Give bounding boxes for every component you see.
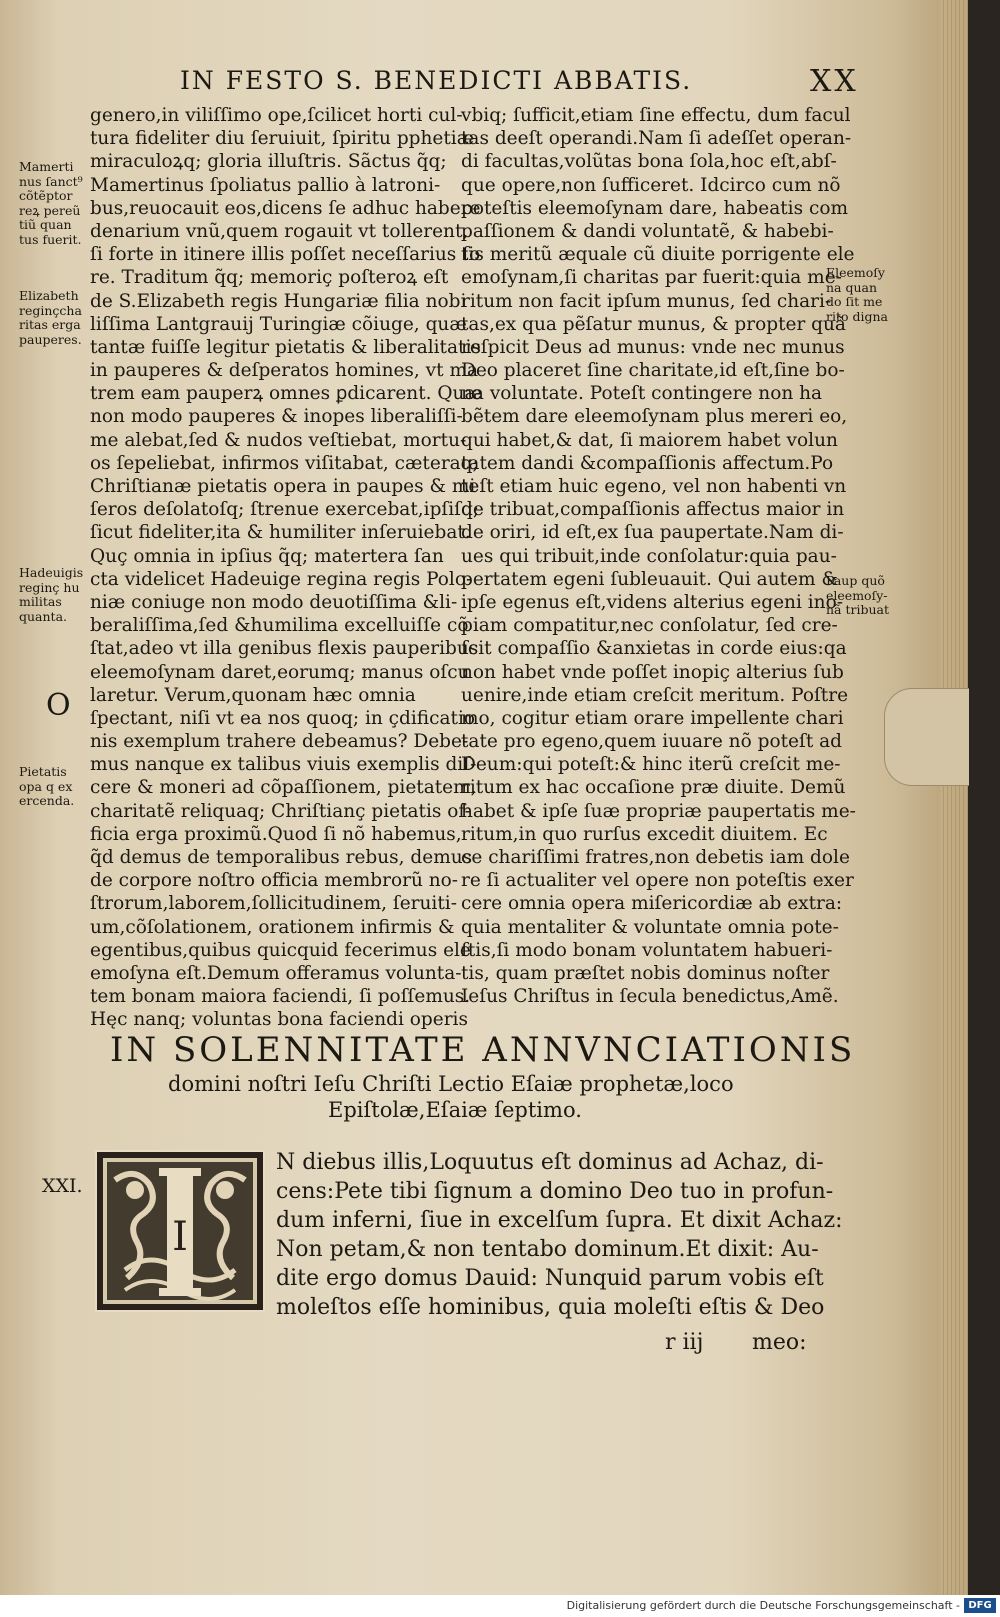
left-text-column: genero,in viliſſimo ope,ſcilicet horti cul- tura fideliter diu ſeruiuit, ſpiritu pphetiæ miraculoꝝq; gloria illuſtris. Sãctus q̃q; Mamertinus ſpoliatus pallio à latroni- bus,reuocauit eos,dicens ſe adhuc habere denarium vnũ,quem rogauit vt tollerent, ſi forte in itinere illis poſſet neceſſarius ſo re. Traditum q̃q; memoriç poſteroꝝ eſt de S.Elizabeth regis Hungariæ filia nobi liſſima Lantgrauij Turingiæ cõiuge, quæ tantæ fuiſſe legitur pietatis & liberalitatis in pauperes & deſperatos homines, vt ma trem eam pauperꝝ omnes ꝑdicarent. Quæ non modo pauperes & inopes liberaliſſi- me alebat,ſed & nudos veſtiebat, mortu- os ſepeliebat, infirmos viſitabat, cæteraq; Chriſtianæ pietatis opera in paupes & mi ſeros deſolatoſq; ſtrenue exercebat,ipſiſq; ſicut fideliter,ita & humiliter inſeruiebat. Quç omnia in ipſius q̃q; matertera ſan cta videlicet Hadeuige regina regis Polo- niæ coniuge non modo deuotiſſima &li- beraliſſima,ſed &humilima excelluiſſe cõ ſtat,adeo vt illa genibus flexis pauperibus eleemoſynam daret,eorumq; manus oſcu laretur. Verum,quonam hæc omnia ſpectant, niſi vt ea nos quoq; in çdificatio nis exemplum trahere debeamus? Debe- mus nanque ex talibus viuis exemplis diſ- cere & moneri ad cõpaſſionem, pietatem, charitatẽ reliquaq; Chriſtianç pietatis of- ficia erga proximũ.Quod ſi nõ habemus, q̃d demus de temporalibus rebus, demus de corpore noſtro officia membrorũ no- ſtrorum,laborem,ſollicitudinem, ſeruiti- um,cõſolationem, orationem infirmis & egentibus,quibus quicquid fecerimus ele emoſyna eſt.Demum offeramus volunta- tem bonam maiora faciendi, ſi poſſemus. Hęc nanq; voluntas bona faciendi operis <box>90 105 482 1031</box>
page-tab-clip <box>884 688 969 786</box>
marginal-note-pauper: Paup quõ eleemoſy- nã tribuat <box>826 573 890 617</box>
marginal-note-hadeuigis: Hadeuigis reginç hu militas quanta. <box>19 565 84 624</box>
page-edge <box>940 0 968 1595</box>
section-number: XXI. <box>42 1175 83 1197</box>
marginal-note-elizabeth: Elizabeth reginçcha ritas erga pauperes. <box>19 288 82 347</box>
marginal-note-pietatis: Pietatis opa q ex ercenda. <box>19 764 75 808</box>
decorated-initial <box>95 1150 265 1312</box>
heading-line-2: domini noſtri Ieſu Chriſti Lectio Eſaiæ prophetæ,loco <box>168 1072 734 1096</box>
marginal-note-mamertinus: Mamerti nus ſanct⁹ cõtẽptor reꝝ pereũ tiũ quan tus fuerit. <box>19 159 83 247</box>
right-text-column: vbiq; ſufficit,etiam ſine effectu, dum facul tas deeſt operandi.Nam ſi adeſſet operan- di facultas,volũtas bona ſola,hoc eſt,abſ- que opere,non ſufficeret. Idcirco cum nõ poteſtis eleemoſynam dare, habeatis com paſſionem & dandi voluntatẽ, & habebi- tis meritũ æquale cũ diuite porrigente ele emoſynam,ſi charitas par fuerit:quia me- ritum non facit ipſum munus, ſed chari- tas,ex qua pẽſatur munus, & propter quã reſpicit Deus ad munus: vnde nec munus Deo placeret ſine charitate,id eſt,ſine bo- na voluntate. Poteſt contingere non ha bẽtem dare eleemoſynam plus mereri eo, qui habet,& dat, ſi maiorem habet volun tatem dandi &compaſſionis affectum.Po teſt etiam huic egeno, vel non habenti vn de tribuat,compaſſionis affectus maior in de oriri, id eſt,ex ſua paupertate.Nam di- ues qui tribuit,inde conſolatur:quia pau- pertatem egeni ſubleuauit. Qui autem & ipſe egenus eſt,videns alterius egeni ino- piam compatitur,nec conſolatur, ſed cre- ſcit compaſſio &anxietas in corde eius:qa non habet vnde poſſet inopiç alterius ſub uenire,inde etiam creſcit meritum. Poſtre mo, cogitur etiam orare impellente chari tate pro egeno,quem iuuare nõ poteſt ad Deum:qui poteſt:& hinc iterũ creſcit me- ritum ex hac occaſione præ diuite. Demũ habet & ipſe ſuæ propriæ paupertatis me- ritum,in quo rurſus excedit diuitem. Ec ce chariſſimi fratres,non debetis iam dole re ſi actualiter vel opere non poteſtis exer cere omnia opera miſericordiæ ab extra: quia mentaliter & voluntate omnia pote- ſtis,ſi modo bonam voluntatem habueri- tis, quam præſtet nobis dominus noſter Ieſus Chriſtus in ſecula benedictus,Amẽ. <box>461 105 856 1008</box>
folio-number: XX <box>810 64 859 99</box>
heading-line-3: Epiſtolæ,Eſaiæ ſeptimo. <box>328 1098 582 1122</box>
footer-bar <box>0 1595 1000 1617</box>
lesson-text: N diebus illis,Loquutus eſt dominus ad Achaz, di- cens:Pete tibi ſignum a domino Deo tuo in profun- dum inferni, ſiue in excelſum ſupra. Et dixit Achaz: Non petam,& non tentabo dominum.Et dixit: Au- dite ergo domus Dauid: Nunquid parum vobis eſt moleſtos eſſe hominibus, quia moleſti eſtis & Deo <box>276 1150 843 1320</box>
page-header <box>170 62 960 102</box>
dfg-logo-icon: DFG <box>964 1598 996 1613</box>
svg-text:I: I <box>172 1214 188 1260</box>
marginal-big-o: O <box>46 688 71 723</box>
running-title: IN FESTO S. BENEDICTI ABBATIS. <box>180 66 693 95</box>
section-heading <box>110 1030 856 1122</box>
initial-ornament-icon <box>95 1150 265 1312</box>
footer-credit: Digitalisierung gefördert durch die Deutsche Forschungsgemeinschaft - <box>566 1599 960 1612</box>
signature-mark: r iij <box>665 1330 704 1355</box>
marginal-note-eleemosyna: Eleemoſy na quan do ſit me rito digna <box>826 265 888 324</box>
heading-line-1: IN SOLENNITATE ANNVNCIATIONIS <box>110 1030 856 1070</box>
catchword: meo: <box>752 1330 807 1355</box>
